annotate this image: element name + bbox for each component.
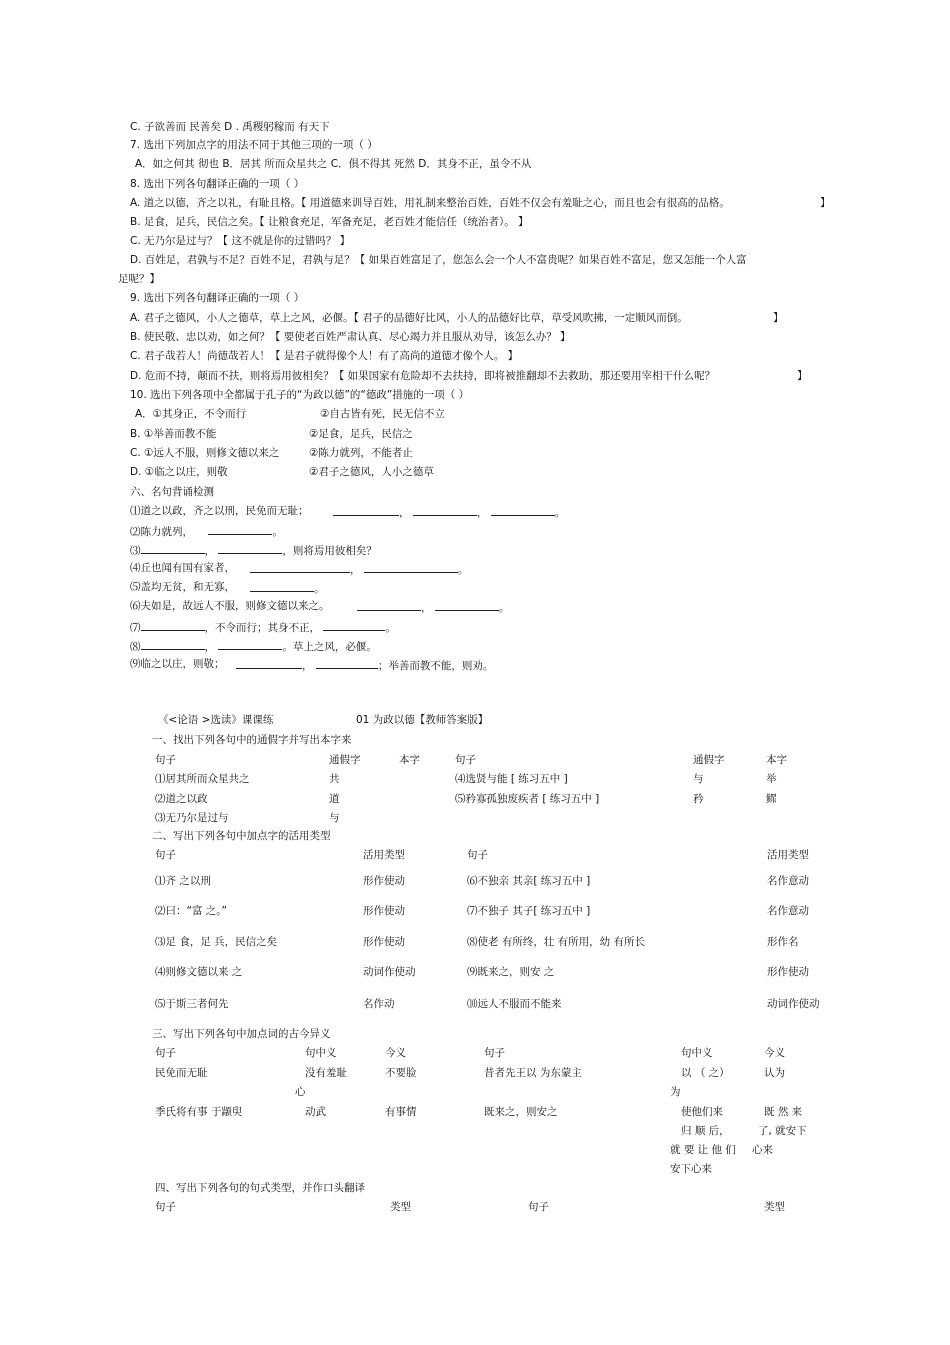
- period: 。: [554, 507, 566, 519]
- fill-3-prefix: ⑶: [130, 545, 141, 557]
- s3-cell: 以 （ 之）: [681, 1067, 730, 1079]
- question-8-option-d: D. 百姓足，君孰与不足？百姓不足，君孰与足？【 如果百姓富足了，您怎么会一个人不富贵呢？如果百姓不富足，您又怎能一个人富: [130, 254, 747, 266]
- fill-9-suffix: ；举善而教不能，则劝。: [377, 660, 494, 672]
- fill-4: [130, 561, 235, 575]
- s2-cell: ⑵曰：“富 之。”: [155, 905, 227, 917]
- option-cd-line: C. 子欲善而 民善矣 D . 禹稷躬稼而 有天下: [130, 121, 330, 133]
- fill-4-text: ⑷丘也闻有国有家者，: [130, 562, 235, 574]
- blank[interactable]: [250, 561, 350, 573]
- blank[interactable]: [316, 657, 378, 669]
- s1-cell: ⑴居其所而众星共之: [155, 773, 250, 785]
- s3-cell: 归 顺 后，: [681, 1125, 730, 1137]
- s3-header: 今义: [764, 1047, 785, 1059]
- s3-header: 句中义: [681, 1047, 713, 1059]
- fill-6-blanks[interactable]: [357, 599, 509, 615]
- s2-cell: ⑸于斯三者何先: [155, 998, 229, 1010]
- s4-header: 句子: [155, 1201, 176, 1213]
- s2-header: 句子: [155, 849, 176, 861]
- question-8-option-c: C. 无乃尔是过与？【 这不就是你的过错吗？ 】: [130, 235, 351, 247]
- s2-cell: 名作动: [363, 998, 395, 1010]
- fill-8-suffix: 。草上之风，必偃。: [282, 641, 377, 653]
- fill-7-middle: ，不令而行；其身不正，: [204, 622, 320, 634]
- question-10-option-a2: ②自古皆有死，民无信不立: [320, 408, 445, 420]
- s2-header: 活用类型: [363, 849, 405, 861]
- answer-sheet-title-right: 01 为政以德【教师答案版】: [356, 714, 489, 726]
- fill-5-text: ⑸盖均无贫，和无寡，: [130, 581, 235, 593]
- fill-1-text: ⑴道之以政，齐之以刑，民免而无耻；: [130, 505, 309, 517]
- period: 。: [314, 583, 325, 595]
- s2-cell: ⑻使老 有所终，壮 有所用，幼 有所长: [467, 936, 646, 948]
- s3-cell: 既来之，则安之: [484, 1106, 558, 1118]
- question-10-option-b1: B. ①举善而教不能: [130, 428, 217, 440]
- s1-header: 句子: [455, 754, 476, 766]
- s3-cell: 使他们来: [681, 1106, 723, 1118]
- fill-6: [130, 599, 330, 613]
- s1-header: 句子: [155, 754, 176, 766]
- s3-cell: 季氏将有事 于颛臾: [155, 1106, 243, 1118]
- s2-cell: 形作使动: [767, 966, 809, 978]
- comma: ，: [204, 641, 215, 653]
- s2-cell: 形作使动: [363, 875, 405, 887]
- s4-header: 类型: [764, 1201, 785, 1213]
- s4-header: 类型: [390, 1201, 411, 1213]
- blank[interactable]: [208, 523, 272, 535]
- fill-7: [130, 619, 396, 635]
- question-10: 10. 选出下列各项中全都属于孔子的“为政以德”的“德政”措施的一项（ ）: [130, 389, 470, 401]
- comma: ，: [204, 545, 215, 557]
- s2-cell: 动词作使动: [767, 998, 820, 1010]
- comma: ，: [302, 660, 313, 672]
- fill-9: [130, 657, 225, 671]
- s3-cell: 不要脸: [385, 1067, 417, 1079]
- s2-cell: ⑴齐 之以刑: [155, 875, 211, 887]
- s3-cell: 有事情: [385, 1106, 417, 1118]
- question-8: 8. 选出下列各句翻译正确的一项（ ）: [130, 178, 305, 190]
- s1-cell: 与: [329, 812, 340, 824]
- period: 。: [385, 622, 396, 634]
- fill-9-blanks[interactable]: [236, 657, 493, 673]
- s3-cell: 昔者先王以 为东蒙主: [484, 1067, 582, 1079]
- s2-cell: ⑼既来之，则安 之: [467, 966, 555, 978]
- fill-7-prefix: ⑺: [130, 622, 141, 634]
- fill-8: [130, 638, 377, 654]
- question-10-option-d2: ②君子之德风，人小之德草: [309, 466, 434, 478]
- fill-4-blanks[interactable]: [250, 561, 468, 577]
- s3-cell: 心: [295, 1086, 306, 1098]
- comma: ，: [476, 507, 488, 519]
- s3-header: 句中义: [305, 1047, 337, 1059]
- s1-cell: ⑸矜寡孤独废疾者 [ 练习五中 ]: [455, 793, 600, 805]
- s3-cell: 既 然 来: [764, 1106, 803, 1118]
- blank[interactable]: [323, 619, 385, 631]
- fill-6-text: ⑹夫如是，故远人不服，则修文德以来之。: [130, 600, 330, 612]
- fill-9-text: ⑼临之以庄，则敬；: [130, 658, 225, 670]
- section-3-heading: 三、写出下列各句中加点词的古今异义: [152, 1028, 331, 1040]
- fill-2-text: ⑵陈力就列，: [130, 526, 193, 538]
- fill-3: [130, 542, 377, 558]
- fill-2: [130, 523, 283, 539]
- question-10-option-d1: D. ①临之以庄，则敬: [130, 466, 228, 478]
- s3-cell: 民免而无耻: [155, 1067, 208, 1079]
- s2-cell: 形作名: [767, 936, 799, 948]
- s1-header: 通假字: [329, 754, 361, 766]
- question-9-option-a-bracket: 】: [773, 312, 784, 324]
- blank[interactable]: [141, 638, 205, 650]
- question-7: 7. 选出下列加点字的用法不同于其他三项的一项（ ）: [130, 139, 378, 151]
- s3-header: 句子: [155, 1047, 176, 1059]
- comma: ，: [350, 564, 361, 576]
- s2-cell: ⑽远人不服而不能来: [467, 998, 562, 1010]
- s4-header: 句子: [528, 1201, 549, 1213]
- question-9-option-d: D. 危而不持，颠而不扶，则将焉用彼相矣？【 如果国家有危险却不去扶持，即将被推翻却不去救助，那还要用宰相干什么呢？: [130, 370, 716, 382]
- s1-cell: 共: [329, 773, 340, 785]
- s2-cell: 名作意动: [767, 875, 809, 887]
- blank[interactable]: [236, 657, 302, 669]
- s3-cell: 心来: [752, 1144, 773, 1156]
- question-8-option-a-bracket: 】: [820, 197, 831, 209]
- s1-cell: ⑵道之以政: [155, 793, 208, 805]
- s1-header: 本字: [766, 754, 787, 766]
- period: 。: [498, 602, 510, 614]
- question-8-option-d-cont: 足呢？】: [118, 273, 160, 285]
- s3-cell: 没有羞耻: [305, 1067, 347, 1079]
- s2-header: 活用类型: [767, 849, 809, 861]
- question-9-option-b: B. 使民敬、忠以劝，如之何？【 要使老百姓严肃认真、尽心竭力并且服从劝导，该怎么办？ 】: [130, 331, 571, 343]
- question-10-option-c2: ②陈力就列，不能者止: [309, 447, 413, 459]
- s3-header: 句子: [484, 1047, 505, 1059]
- s1-cell: 鳏: [766, 793, 777, 805]
- s2-cell: ⑷则修文德以来 之: [155, 966, 243, 978]
- section-1-heading: 一、找出下列各句中的通假字并写出本字来: [152, 734, 352, 746]
- blank[interactable]: [141, 542, 205, 554]
- question-8-option-b: B. 足食，足兵，民信之矣。【 让粮食充足，军备充足，老百姓才能信任（统治者）。 】: [130, 216, 529, 228]
- section-4-heading: 四、写出下列各句的句式类型，并作口头翻译: [155, 1182, 365, 1194]
- fill-5-blanks[interactable]: [250, 580, 325, 596]
- s2-cell: ⑹不独亲 其亲[ 练习五中 ]: [467, 875, 591, 887]
- answer-sheet-title-left: 《<论语 >选读》课课练: [158, 714, 274, 726]
- s1-cell: ⑷选贤与能 [ 练习五中 ]: [455, 773, 568, 785]
- comma: ，: [421, 602, 432, 614]
- s3-cell: 认为: [764, 1067, 785, 1079]
- s2-cell: 形作使动: [363, 936, 405, 948]
- blank[interactable]: [250, 580, 314, 592]
- period: 。: [457, 564, 469, 576]
- section-6-heading: 六、名句背诵检测: [130, 486, 214, 498]
- s2-cell: ⑺不独子 其子[ 练习五中 ]: [467, 905, 591, 917]
- blank[interactable]: [435, 599, 499, 611]
- blank[interactable]: [491, 504, 555, 516]
- question-9-option-d-bracket: 】: [797, 370, 808, 382]
- s1-cell: 举: [766, 773, 777, 785]
- blank[interactable]: [218, 638, 282, 650]
- s2-header: 句子: [467, 849, 488, 861]
- fill-1-blanks[interactable]: [333, 504, 565, 520]
- question-8-option-a: A. 道之以德，齐之以礼，有耻且格。【 用道德来训导百姓，用礼制来整治百姓，百姓不仅会有羞耻之心，而且也会有很高的品格。: [130, 197, 730, 209]
- section-2-heading: 二、写出下列各句中加点字的活用类型: [152, 830, 331, 842]
- s2-cell: 名作意动: [767, 905, 809, 917]
- s1-cell: 矜: [693, 793, 704, 805]
- question-10-option-b2: ②足食，足兵，民信之: [309, 428, 413, 440]
- blank[interactable]: [218, 542, 282, 554]
- s3-cell: 动武: [305, 1106, 326, 1118]
- question-10-option-c1: C. ①远人不服，则修文德以来之: [130, 447, 280, 459]
- s3-header: 今义: [385, 1047, 406, 1059]
- s1-header: 本字: [399, 754, 420, 766]
- blank[interactable]: [357, 599, 421, 611]
- s3-cell: 了, 就安下: [758, 1125, 807, 1137]
- question-7-options: A．如之何其 彻也 B．居其 所而众星共之 C．俱不得其 死然 D．其身不正，虽令不从: [135, 158, 532, 170]
- question-9-option-c: C. 君子哉若人！尚德哉若人！【 是君子就得像个人！有了高尚的道德才像个人。 】: [130, 350, 519, 362]
- s3-cell: 就 要 让 他 们: [670, 1144, 736, 1156]
- s2-cell: 形作使动: [363, 905, 405, 917]
- s3-cell: 为: [670, 1086, 681, 1098]
- s2-cell: 动词作使动: [363, 966, 416, 978]
- blank[interactable]: [333, 504, 399, 516]
- blank[interactable]: [141, 619, 205, 631]
- fill-5: [130, 580, 235, 594]
- question-9: 9. 选出下列各句翻译正确的一项（ ）: [130, 292, 305, 304]
- s1-cell: ⑶无乃尔是过与: [155, 812, 229, 824]
- s3-cell: 安下心来: [670, 1163, 712, 1175]
- s1-cell: 道: [329, 793, 340, 805]
- blank[interactable]: [364, 561, 458, 573]
- s1-header: 通假字: [693, 754, 725, 766]
- blank[interactable]: [413, 504, 477, 516]
- fill-3-suffix: ，则将焉用彼相矣？: [282, 545, 377, 557]
- s2-cell: ⑶足 食，足 兵，民信之矣: [155, 936, 278, 948]
- question-9-option-a: A. 君子之德风，小人之德草，草上之风，必偃。【 君子的品德好比风，小人的品德好比草，草受风吹拂，一定顺风而倒。: [130, 312, 688, 324]
- s1-cell: 与: [693, 773, 704, 785]
- comma: ，: [399, 507, 410, 519]
- question-10-option-a1: A．①其身正，不令而行: [135, 408, 247, 420]
- fill-1: [130, 504, 309, 518]
- fill-8-prefix: ⑻: [130, 641, 141, 653]
- period: 。: [272, 526, 283, 538]
